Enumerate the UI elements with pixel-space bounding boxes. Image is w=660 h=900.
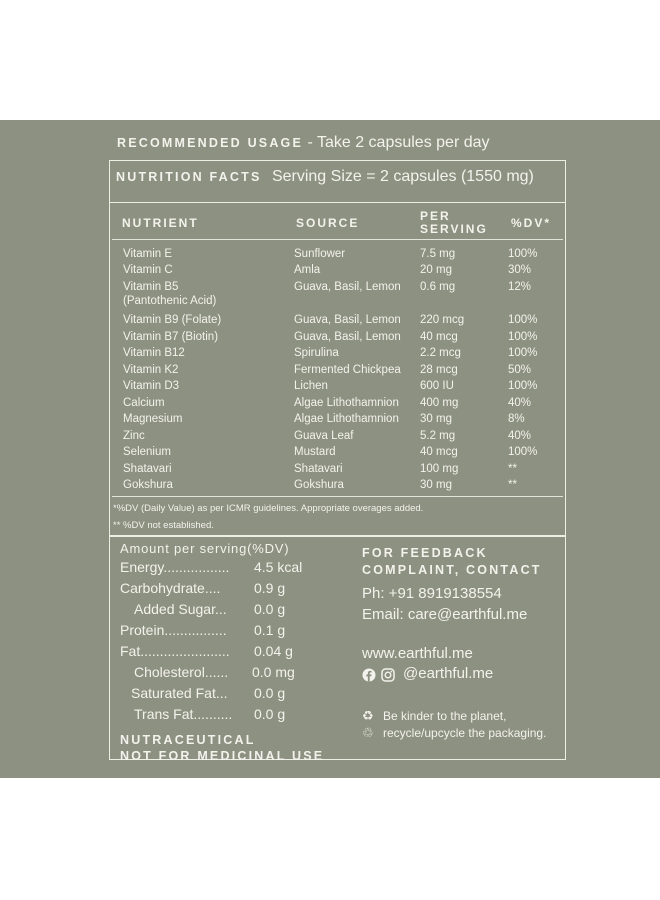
dv-cell: 40% [508, 430, 532, 442]
serving-size: Serving Size = 2 capsules (1550 mg) [271, 168, 534, 185]
nutrient-cell: Shatavari [123, 463, 172, 475]
table-row [0, 446, 660, 463]
table-row [0, 314, 660, 331]
amount-value: 4.5 kcal [254, 559, 303, 575]
nutraceutical-note [120, 732, 324, 764]
source-cell: Guava, Basil, Lemon [294, 314, 401, 326]
amount-cell: 40 mcg [420, 331, 458, 343]
table-row [0, 264, 660, 281]
nutrient-cell: Gokshura [123, 479, 173, 491]
table-row [0, 397, 660, 414]
table-row [0, 380, 660, 397]
amount-label: Protein................ [120, 622, 227, 638]
dv-cell: 100% [508, 446, 538, 458]
table-row [0, 463, 660, 480]
amount-cell: 100 mg [420, 463, 459, 475]
amount-value: 0.1 g [254, 622, 286, 638]
amount-cell: 20 mg [420, 264, 452, 276]
amount-cell: 28 mcg [420, 364, 458, 376]
amount-cell: 2.2 mcg [420, 347, 461, 359]
amount-header: Amount per serving(%DV) [120, 541, 290, 556]
source-cell: Mustard [294, 446, 336, 458]
source-cell: Guava Leaf [294, 430, 354, 442]
amount-cell: 7.5 mg [420, 248, 456, 260]
nutrient-cell: Vitamin B9 (Folate) [123, 314, 222, 326]
table-row [0, 347, 660, 364]
amount-value: 0.0 mg [252, 664, 295, 680]
table-row [0, 413, 660, 430]
nutrient-cell: Vitamin B5 [123, 281, 179, 293]
table-row [0, 331, 660, 348]
amount-cell: 600 IU [420, 380, 454, 392]
col-per-serving [420, 210, 488, 236]
dv-cell: 50% [508, 364, 532, 376]
email-address: Email: care@earthful.me [362, 606, 528, 623]
source-cell: Sunflower [294, 248, 346, 260]
b5-subtitle: (Pantothenic Acid) [123, 295, 217, 307]
na-footnote: ** %DV not established. [113, 520, 214, 531]
nutrient-cell: Selenium [123, 446, 171, 458]
source-cell: Algae Lithothamnion [294, 413, 399, 425]
amount-cell: 30 mg [420, 413, 452, 425]
nutrient-cell: Calcium [123, 397, 165, 409]
amount-cell: 40 mcg [420, 446, 458, 458]
dv-cell: 100% [508, 347, 538, 359]
amount-label: Added Sugar... [134, 601, 227, 617]
source-cell: Guava, Basil, Lemon [294, 281, 401, 293]
instagram-icon[interactable] [381, 668, 395, 682]
nutrient-cell: Vitamin K2 [123, 364, 179, 376]
nutraceutical-line2: NOT FOR MEDICINAL USE [120, 749, 325, 763]
dv-cell: ** [508, 479, 517, 491]
source-cell: Spirulina [294, 347, 339, 359]
nutrient-cell: Zinc [123, 430, 145, 442]
table-header-line [112, 239, 563, 240]
dv-footnote: *%DV (Daily Value) as per ICMR guidelines. Appropriate overages added. [113, 503, 424, 514]
source-cell: Gokshura [294, 479, 344, 491]
dv-cell: 40% [508, 397, 532, 409]
source-cell: Shatavari [294, 463, 343, 475]
table-row [0, 364, 660, 381]
planet-line2: recycle/upcycle the packaging. [383, 726, 547, 740]
usage-text: - Take 2 capsules per day [307, 134, 490, 151]
feedback-line1: FOR FEEDBACK [362, 546, 488, 560]
amount-label: Carbohydrate.... [120, 580, 221, 596]
source-cell: Guava, Basil, Lemon [294, 331, 401, 343]
dv-cell: 30% [508, 264, 532, 276]
amount-label: Energy................. [120, 559, 230, 575]
amount-cell: 5.2 mg [420, 430, 456, 442]
table-row [0, 479, 660, 496]
nutrient-cell: Vitamin D3 [123, 380, 180, 392]
facts-divider [109, 202, 566, 203]
nutrient-cell: Vitamin B7 (Biotin) [123, 331, 219, 343]
col-serving: SERVING [420, 222, 488, 236]
phone-number: Ph: +91 8919138554 [362, 585, 502, 602]
recycle-icon: ♻ [362, 708, 374, 723]
nutrient-cell: Vitamin E [123, 248, 173, 260]
dv-cell: 100% [508, 331, 538, 343]
amount-cell: 0.6 mg [420, 281, 456, 293]
nutrient-cell: Vitamin B12 [123, 347, 185, 359]
col-nutrient: NUTRIENT [122, 216, 199, 230]
amount-cell: 220 mcg [420, 314, 465, 326]
col-dv: %DV* [511, 216, 552, 230]
amount-value: 0.0 g [254, 601, 286, 617]
upcycle-icon: ♲ [362, 725, 374, 740]
amount-label: Cholesterol...... [134, 664, 229, 680]
facts-label: NUTRITION FACTS [116, 170, 262, 184]
usage-label: RECOMMENDED USAGE [117, 136, 304, 150]
dv-cell: 12% [508, 281, 532, 293]
feedback-heading [362, 545, 542, 579]
dv-cell: 100% [508, 380, 538, 392]
amount-cell: 30 mg [420, 479, 452, 491]
source-cell: Algae Lithothamnion [294, 397, 399, 409]
nutrient-cell: Magnesium [123, 413, 183, 425]
nutrient-cell: Vitamin C [123, 264, 173, 276]
dv-cell: 8% [508, 413, 525, 425]
table-bottom-line [112, 496, 563, 497]
source-cell: Amla [294, 264, 321, 276]
amount-value: 0.0 g [254, 685, 286, 701]
table-row [0, 430, 660, 447]
amount-cell: 400 mg [420, 397, 459, 409]
amount-label: Trans Fat.......... [134, 706, 233, 722]
recommended-usage [117, 134, 490, 152]
table-row [0, 248, 660, 265]
facebook-icon[interactable] [362, 668, 376, 682]
dv-cell: 100% [508, 248, 538, 260]
amount-value: 0.9 g [254, 580, 286, 596]
dv-cell: 100% [508, 314, 538, 326]
amount-value: 0.0 g [254, 706, 286, 722]
source-cell: Lichen [294, 380, 328, 392]
planet-line1: Be kinder to the planet, [383, 709, 507, 723]
amount-label: Fat....................... [120, 643, 230, 659]
source-cell: Fermented Chickpea [294, 364, 401, 376]
website-link[interactable]: www.earthful.me [362, 645, 473, 662]
col-per: PER [420, 209, 451, 223]
dv-cell: ** [508, 463, 517, 475]
amount-value: 0.04 g [254, 643, 293, 659]
col-source: SOURCE [296, 216, 360, 230]
nutrition-facts-header [116, 168, 534, 186]
table-row [0, 281, 660, 298]
feedback-line2: COMPLAINT, CONTACT [362, 563, 542, 577]
social-handle[interactable]: @earthful.me [403, 665, 494, 682]
amount-label: Saturated Fat... [131, 685, 228, 701]
nutraceutical-line1: NUTRACEUTICAL [120, 733, 256, 747]
